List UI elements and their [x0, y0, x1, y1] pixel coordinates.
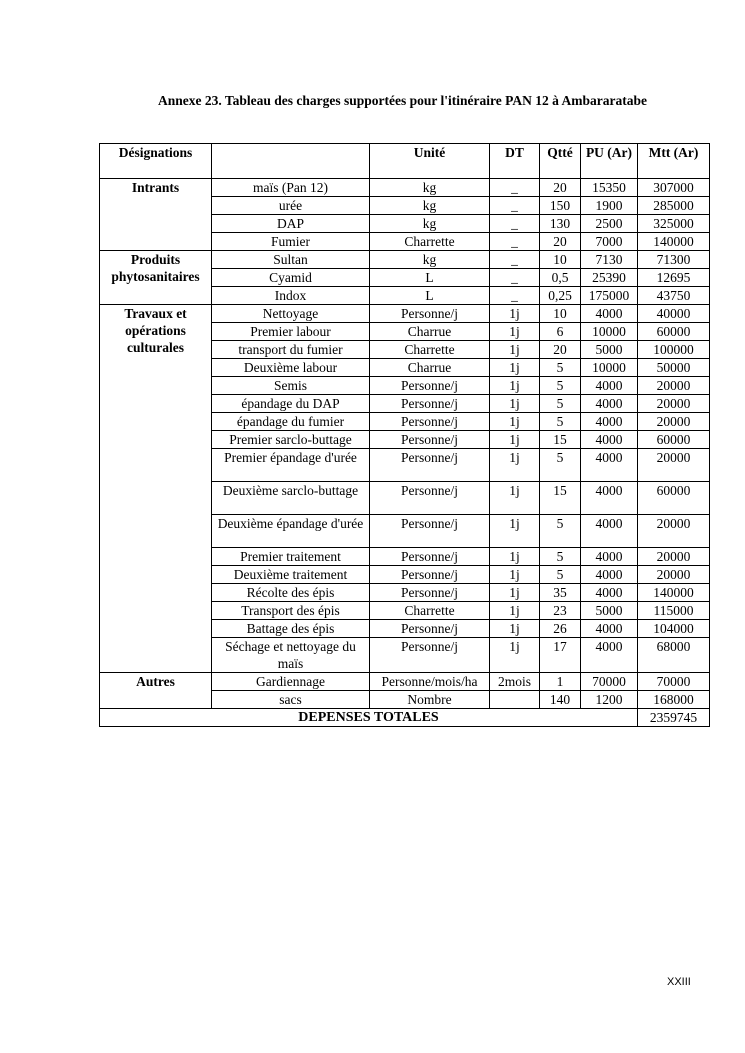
row-amount: 20000 [638, 395, 710, 413]
row-unit-price: 4000 [581, 413, 638, 431]
row-amount: 71300 [638, 251, 710, 269]
row-amount: 43750 [638, 287, 710, 305]
row-unit: Personne/j [370, 482, 490, 515]
row-amount: 50000 [638, 359, 710, 377]
row-quantity: 130 [540, 215, 581, 233]
row-designation: Indox [212, 287, 370, 305]
row-quantity: 10 [540, 305, 581, 323]
row-designation: DAP [212, 215, 370, 233]
row-amount: 115000 [638, 602, 710, 620]
row-unit-price: 4000 [581, 395, 638, 413]
header-designations: Désignations [100, 144, 212, 179]
row-amount: 104000 [638, 620, 710, 638]
row-amount: 168000 [638, 691, 710, 709]
row-dt: 1j [490, 482, 540, 515]
row-unit-price: 4000 [581, 377, 638, 395]
total-label: DEPENSES TOTALES [100, 709, 638, 727]
total-value: 2359745 [638, 709, 710, 727]
row-unit: Personne/j [370, 377, 490, 395]
row-amount: 60000 [638, 482, 710, 515]
table-body [100, 144, 710, 727]
row-designation: Battage des épis [212, 620, 370, 638]
row-quantity: 15 [540, 482, 581, 515]
row-unit: Charrette [370, 341, 490, 359]
row-unit: Personne/mois/ha [370, 673, 490, 691]
row-dt: 1j [490, 323, 540, 341]
row-quantity: 150 [540, 197, 581, 215]
row-designation: Sultan [212, 251, 370, 269]
table-row [100, 305, 710, 323]
row-unit-price: 1200 [581, 691, 638, 709]
row-quantity: 5 [540, 515, 581, 548]
row-amount: 285000 [638, 197, 710, 215]
row-quantity: 5 [540, 548, 581, 566]
row-dt: 1j [490, 305, 540, 323]
row-quantity: 0,5 [540, 269, 581, 287]
header-pu: PU (Ar) [581, 144, 638, 179]
row-quantity: 5 [540, 395, 581, 413]
row-unit: kg [370, 251, 490, 269]
row-dt: 1j [490, 341, 540, 359]
row-amount: 20000 [638, 566, 710, 584]
row-dt: 1j [490, 548, 540, 566]
table-row [100, 673, 710, 691]
row-unit-price: 175000 [581, 287, 638, 305]
row-unit-price: 10000 [581, 359, 638, 377]
row-unit: L [370, 287, 490, 305]
row-unit: Charrue [370, 323, 490, 341]
row-quantity: 0,25 [540, 287, 581, 305]
row-dt: _ [490, 197, 540, 215]
row-unit-price: 5000 [581, 602, 638, 620]
row-amount: 140000 [638, 584, 710, 602]
row-designation: Cyamid [212, 269, 370, 287]
row-unit-price: 2500 [581, 215, 638, 233]
row-dt: _ [490, 287, 540, 305]
row-amount: 68000 [638, 638, 710, 673]
row-unit-price: 70000 [581, 673, 638, 691]
header-mtt: Mtt (Ar) [638, 144, 710, 179]
row-amount: 60000 [638, 323, 710, 341]
row-amount: 325000 [638, 215, 710, 233]
row-quantity: 5 [540, 359, 581, 377]
row-unit: Personne/j [370, 548, 490, 566]
row-designation: épandage du DAP [212, 395, 370, 413]
row-unit: Personne/j [370, 305, 490, 323]
row-designation: Récolte des épis [212, 584, 370, 602]
row-quantity: 20 [540, 179, 581, 197]
row-amount: 20000 [638, 515, 710, 548]
row-unit: Personne/j [370, 431, 490, 449]
row-amount: 140000 [638, 233, 710, 251]
row-amount: 20000 [638, 548, 710, 566]
row-designation: Deuxième épandage d'urée [212, 515, 370, 548]
row-designation: Deuxième labour [212, 359, 370, 377]
row-designation: Premier traitement [212, 548, 370, 566]
row-unit: Personne/j [370, 413, 490, 431]
row-designation: Premier sarclo-buttage [212, 431, 370, 449]
row-quantity: 5 [540, 566, 581, 584]
row-quantity: 1 [540, 673, 581, 691]
row-designation: Fumier [212, 233, 370, 251]
row-unit: Personne/j [370, 566, 490, 584]
row-unit-price: 4000 [581, 638, 638, 673]
row-designation: Premier épandage d'urée [212, 449, 370, 482]
row-quantity: 15 [540, 431, 581, 449]
row-quantity: 10 [540, 251, 581, 269]
row-unit-price: 4000 [581, 620, 638, 638]
row-quantity: 26 [540, 620, 581, 638]
row-quantity: 6 [540, 323, 581, 341]
row-dt: 1j [490, 431, 540, 449]
header-qtte: Qtté [540, 144, 581, 179]
row-dt: 1j [490, 413, 540, 431]
header-blank [212, 144, 370, 179]
row-unit: L [370, 269, 490, 287]
category-travaux: Travaux et opérations culturales [100, 305, 212, 673]
category-autres: Autres [100, 673, 212, 709]
row-unit-price: 4000 [581, 566, 638, 584]
row-dt: 1j [490, 377, 540, 395]
charges-table [99, 143, 710, 727]
row-quantity: 5 [540, 413, 581, 431]
row-unit: kg [370, 197, 490, 215]
row-unit-price: 4000 [581, 482, 638, 515]
row-designation: Séchage et nettoyage du maïs [212, 638, 370, 673]
category-intrants: Intrants [100, 179, 212, 251]
row-unit: Personne/j [370, 638, 490, 673]
row-dt: 1j [490, 638, 540, 673]
row-unit: Personne/j [370, 620, 490, 638]
row-unit-price: 5000 [581, 341, 638, 359]
row-dt: _ [490, 179, 540, 197]
row-unit: Personne/j [370, 395, 490, 413]
row-designation: maïs (Pan 12) [212, 179, 370, 197]
row-quantity: 140 [540, 691, 581, 709]
row-unit-price: 15350 [581, 179, 638, 197]
row-amount: 100000 [638, 341, 710, 359]
row-unit: Nombre [370, 691, 490, 709]
row-unit-price: 1900 [581, 197, 638, 215]
row-unit-price: 4000 [581, 584, 638, 602]
row-dt: 1j [490, 515, 540, 548]
table-row [100, 179, 710, 197]
row-dt: 1j [490, 359, 540, 377]
row-dt: 1j [490, 584, 540, 602]
row-unit-price: 4000 [581, 449, 638, 482]
row-quantity: 23 [540, 602, 581, 620]
row-dt: _ [490, 215, 540, 233]
row-quantity: 20 [540, 341, 581, 359]
row-quantity: 20 [540, 233, 581, 251]
row-amount: 20000 [638, 377, 710, 395]
category-phyto: Produits phytosanitaires [100, 251, 212, 305]
row-designation: Transport des épis [212, 602, 370, 620]
row-dt: 1j [490, 449, 540, 482]
row-designation: urée [212, 197, 370, 215]
row-unit-price: 4000 [581, 431, 638, 449]
row-unit: Personne/j [370, 449, 490, 482]
row-designation: transport du fumier [212, 341, 370, 359]
row-dt: _ [490, 251, 540, 269]
row-unit: kg [370, 215, 490, 233]
row-dt: 2mois [490, 673, 540, 691]
row-dt: _ [490, 233, 540, 251]
row-unit-price: 10000 [581, 323, 638, 341]
row-unit-price: 25390 [581, 269, 638, 287]
row-dt [490, 691, 540, 709]
row-dt: 1j [490, 620, 540, 638]
row-amount: 60000 [638, 431, 710, 449]
row-unit: Charrette [370, 233, 490, 251]
row-amount: 12695 [638, 269, 710, 287]
row-unit: Charrette [370, 602, 490, 620]
row-unit-price: 4000 [581, 548, 638, 566]
row-designation: Deuxième traitement [212, 566, 370, 584]
page-number: XXIII [667, 976, 691, 988]
row-amount: 70000 [638, 673, 710, 691]
row-designation: sacs [212, 691, 370, 709]
header-unite: Unité [370, 144, 490, 179]
row-quantity: 35 [540, 584, 581, 602]
header-dt: DT [490, 144, 540, 179]
row-unit-price: 7130 [581, 251, 638, 269]
header-row [100, 144, 710, 179]
row-designation: épandage du fumier [212, 413, 370, 431]
total-row [100, 709, 710, 727]
row-designation: Semis [212, 377, 370, 395]
row-dt: 1j [490, 602, 540, 620]
row-amount: 40000 [638, 305, 710, 323]
row-quantity: 5 [540, 377, 581, 395]
row-quantity: 17 [540, 638, 581, 673]
row-unit: Charrue [370, 359, 490, 377]
row-unit: Personne/j [370, 584, 490, 602]
row-unit: Personne/j [370, 515, 490, 548]
row-quantity: 5 [540, 449, 581, 482]
row-unit-price: 4000 [581, 305, 638, 323]
row-amount: 20000 [638, 413, 710, 431]
row-dt: 1j [490, 566, 540, 584]
row-designation: Premier labour [212, 323, 370, 341]
row-designation: Deuxième sarclo-buttage [212, 482, 370, 515]
row-amount: 307000 [638, 179, 710, 197]
row-dt: 1j [490, 395, 540, 413]
row-amount: 20000 [638, 449, 710, 482]
row-designation: Gardiennage [212, 673, 370, 691]
row-unit-price: 4000 [581, 515, 638, 548]
annex-title: Annexe 23. Tableau des charges supportées pour l'itinéraire PAN 12 à Ambararatabe [158, 93, 647, 108]
table-row [100, 251, 710, 269]
row-unit-price: 7000 [581, 233, 638, 251]
row-unit: kg [370, 179, 490, 197]
row-dt: _ [490, 269, 540, 287]
row-designation: Nettoyage [212, 305, 370, 323]
